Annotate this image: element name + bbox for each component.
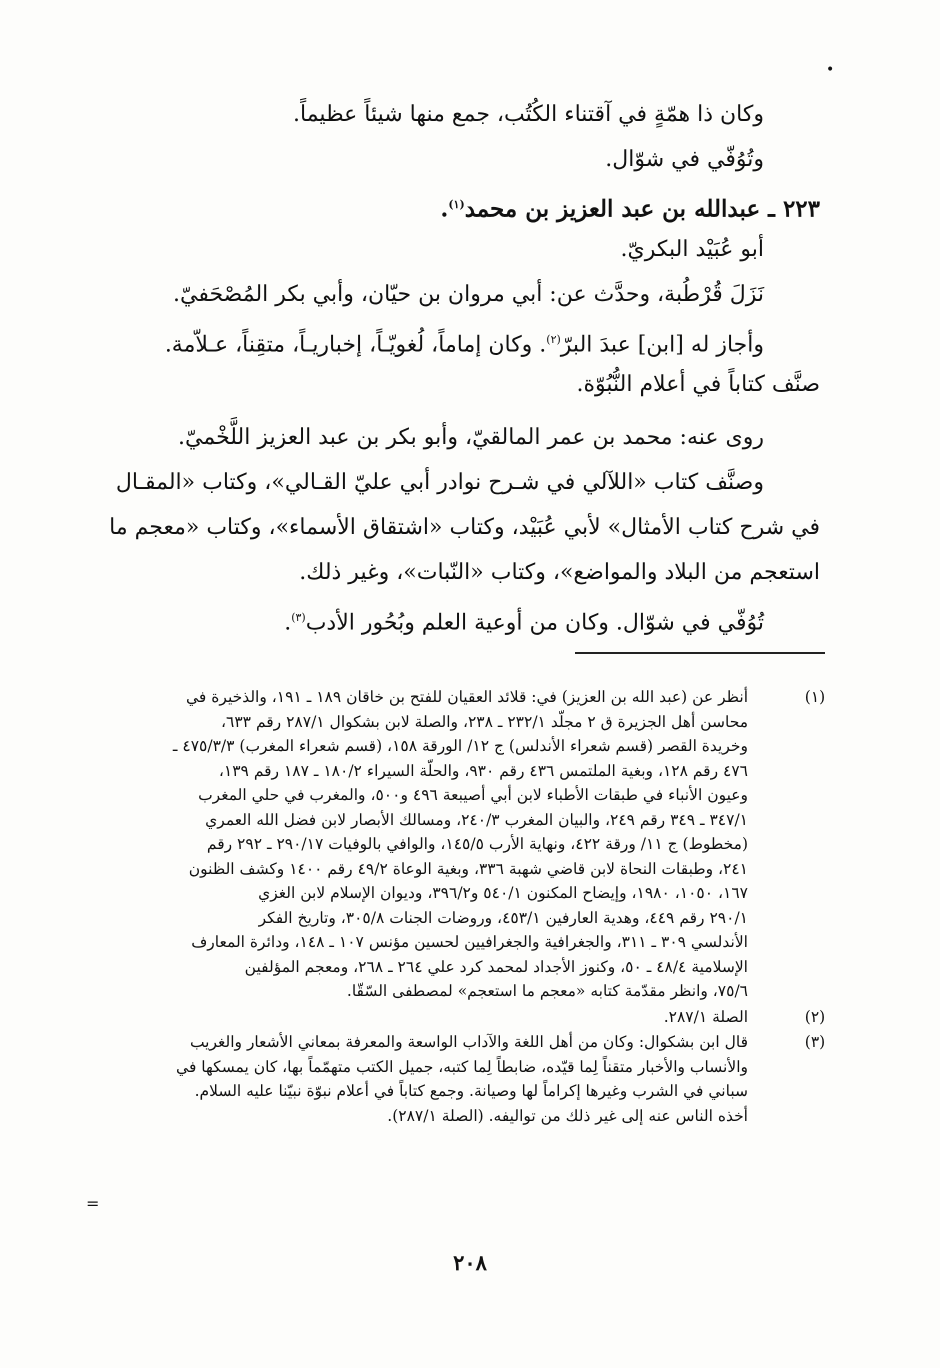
footnote-line: وعيون الأنباء في طبقات الأطباء لابن أبي أصيبعة ٤٩٦ و٥٠٠، والمغرب في حلي المغرب bbox=[198, 786, 748, 804]
footnote-line: ٣٤٧/١ ـ ٣٤٩ رقم ٢٤٩، والبيان المغرب ٢٤٠/٣، ومسالك الأبصار لابن فضل الله العمري bbox=[205, 810, 748, 829]
text-line: وكان ذا همّةٍ في آقتناء الكُتُب، جمع منها شيئاً عظيماً. bbox=[293, 102, 764, 127]
margin-mark: = bbox=[86, 1194, 100, 1213]
text-segment: تُوُفّي في شوّال. وكان من أوعية العلم وبُحُور الأدب bbox=[305, 610, 764, 636]
entry-heading-text: ٢٢٣ ـ عبدالله بن عبد العزيز بن محمد bbox=[464, 195, 820, 223]
footnote-line: ٧٥/٦، وانظر مقدّمة كتابه «معجم ما استعجم» لمصطفى السّقّا. bbox=[346, 982, 748, 1000]
text-line: صنَّف كتاباً في أعلام النُّبُوّة. bbox=[576, 372, 820, 397]
footnote-marker: (١) bbox=[804, 688, 826, 706]
footnote-marker: (٣) bbox=[804, 1033, 826, 1051]
page-dot-mark: • bbox=[826, 62, 835, 78]
footnote-line: قال ابن بشكوال: وكان من أهل اللغة والآداب الواسعة والمعرفة بمعاني الأشعار والغريب bbox=[189, 1033, 748, 1051]
footnote-line: وخريدة القصر (قسم شعراء الأندلس) ج ١٢/ الورقة ١٥٨، (قسم شعراء المغرب) ٤٧٥/٣/٣ ـ bbox=[172, 737, 748, 755]
footnote-separator bbox=[575, 652, 825, 654]
footnote-line: والأنساب والأخبار متقناً لِما قيّده، ضابطاً لِما كتبه، جميل الكتب متهمّماً بها، كان يمسكها في bbox=[176, 1057, 748, 1076]
text-line: روى عنه: محمد بن عمر المالقيّ، وأبو بكر بن عبد العزيز اللَّخْميّ. bbox=[178, 425, 764, 450]
footnote-line: أخذه الناس عنه إلى غير ذلك من تواليفه. (الصلة ٢٨٧/١). bbox=[387, 1106, 748, 1125]
footnote-marker: (٢) bbox=[804, 1007, 826, 1026]
text-line: وتُوُفّي في شوّال. bbox=[605, 147, 764, 172]
text-segment: . وكان إماماً، لُغويّـاً، إخباريـاً، متقِناً، عـلاّمة. bbox=[164, 332, 547, 358]
footnote-line: ٤٧٦ رقم ١٢٨، وبغية الملتمس ٤٣٦ رقم ٩٣٠، والحلّة السيراء ١٨٠/٢ ـ ١٨٧ رقم ١٣٩، bbox=[218, 761, 748, 780]
footnote-ref-2: (٢) bbox=[546, 333, 561, 346]
footnote-1 bbox=[100, 685, 830, 1004]
text-line bbox=[80, 317, 820, 362]
footnote-line: ١٦٧، ١٠٥٠، ١٩٨٠، وإيضاح المكنون ٥٤٠/١ و٣٩٦/٢، وديوان الإسلام لابن الغزي bbox=[258, 884, 748, 902]
text-line: أبو عُبَيْد البكريّ. bbox=[620, 237, 764, 262]
footnote-line: (مخطوط) ج ١١/ ورقة ٤٢٢، ونهاية الأرب ١٤٥/٥، والوافي بالوفيات ٢٩٠/١٧ ـ ٢٩٢ رقم bbox=[206, 835, 748, 853]
footnote-3 bbox=[100, 1030, 830, 1128]
main-text bbox=[80, 92, 820, 640]
footnote-line: أنظر عن (عبد الله بن العزيز) في: قلائد العقيان للفتح بن خاقان ١٨٩ ـ ١٩١، والذخيرة في bbox=[186, 688, 748, 706]
page-number: ٢٠٨ bbox=[453, 1250, 487, 1275]
entry-heading bbox=[80, 182, 820, 227]
footnote-line: سباني في الشرب وغيرها إكراماً لها وصيانة. وجمع كتاباً في أعلام نبوّة نبيّنا عليه السلام. bbox=[194, 1082, 748, 1100]
footnote-ref-3: (٣) bbox=[291, 611, 306, 624]
footnote-2 bbox=[100, 1005, 830, 1030]
footnote-line: محاسن أهل الجزيرة ق ٢ مجلّد ٢٣٢/١ ـ ٢٣٨، والصلة لابن بشكوال ٢٨٧/١ رقم ٦٣٣، bbox=[221, 712, 748, 731]
entry-heading-end: . bbox=[440, 195, 449, 223]
footnote-line: الصلة ٢٨٧/١. bbox=[663, 1007, 748, 1026]
footnote-line: الإسلامية ٤٨/٤ ـ ٥٠، وكنوز الأجداد لمحمد كرد علي ٢٦٤ ـ ٢٦٨، ومعجم المؤلفين bbox=[244, 957, 748, 976]
text-line bbox=[80, 595, 820, 640]
footnote-line: ٢٩٠/١ رقم ٤٤٩، وهدية العارفين ٤٥٣/١، وروضات الجنات ٣٠٥/٨، وتاريخ الفكر bbox=[258, 908, 748, 927]
footnotes bbox=[100, 685, 830, 1129]
footnote-line: الأندلسي ٣٠٩ ـ ٣١١، والجغرافية والجغرافيين لحسين مؤنس ١٠٧ ـ ١٤٨، ودائرة المعارف bbox=[191, 933, 748, 951]
text-line: استعجم من البلاد والمواضع»، وكتاب «النّبات»، وغير ذلك. bbox=[299, 560, 820, 585]
footnote-ref-1: (١) bbox=[448, 198, 465, 211]
text-segment: وأجاز له [ابن] عبدَ البرّ bbox=[560, 332, 764, 358]
text-line: نَزَلَ قُرْطُبة، وحدَّث عن: أبي مروان بن حيّان، وأبي بكر المُصْحَفيّ. bbox=[173, 282, 764, 307]
footnote-line: ٢٤١، وطبقات النحاة لابن قاضي شهبة ٣٣٦، وبغية الوعاة ٤٩/٢ رقم ١٤٠٠ وكشف الظنون bbox=[188, 859, 748, 878]
text-line: وصنَّف كتاب «اللآلي في شـرح نوادر أبي عليّ القـالي»، وكتاب «المقـال bbox=[115, 470, 764, 495]
text-segment: . bbox=[284, 610, 292, 636]
text-line: في شرح كتاب الأمثال» لأبي عُبَيْد، وكتاب «اشتقاق الأسماء»، وكتاب «معجم ما bbox=[109, 515, 820, 540]
